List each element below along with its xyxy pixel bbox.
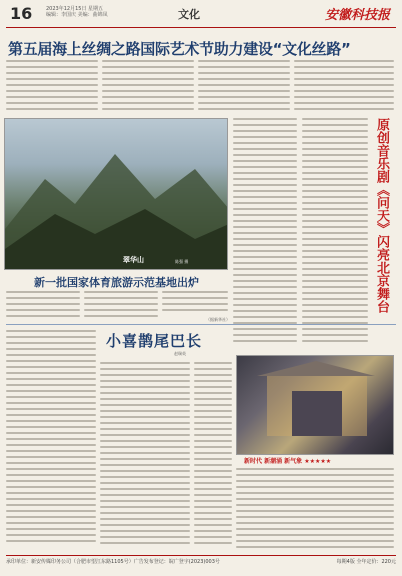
- editor-line: 编辑：李国庆 美编：曲锦凤: [46, 12, 108, 18]
- musical-body-col2: [302, 118, 368, 350]
- musical-title: 原创音乐剧《问天》闪亮北京舞台: [374, 118, 389, 313]
- date-line: 2023年12月15日 星期五: [46, 6, 104, 12]
- footer: [6, 558, 396, 565]
- article-body-col3: [198, 60, 290, 116]
- article-body-col1: [6, 60, 98, 116]
- sports-body-col2: [84, 291, 158, 321]
- sports-body-col1: [6, 291, 80, 321]
- magpie-body-col3: [194, 362, 232, 550]
- photo-tag: 翠华山: [123, 256, 144, 264]
- magpie-byline: 赵瑞英: [174, 351, 186, 356]
- musical-photo: [236, 355, 394, 455]
- section-name: 文化: [178, 8, 200, 21]
- mountain-photo: [4, 118, 228, 270]
- header-rule: [6, 27, 396, 28]
- section-rule: [6, 324, 396, 325]
- stage-shape: [237, 356, 394, 455]
- mountain-shape: [5, 119, 228, 270]
- page-number: 16: [10, 4, 33, 23]
- musical-body-col1: [233, 118, 297, 350]
- price-info: 每期4版 全年定价：220元: [336, 559, 396, 565]
- magpie-body-col1: [6, 330, 96, 550]
- article-title-magpie: 小喜鹊尾巴长: [106, 332, 203, 350]
- masthead: [6, 4, 396, 26]
- musical-tagline: 新时代 新潮涌 新气象 ★★★★★: [244, 458, 332, 465]
- article-body-col4: [294, 60, 394, 116]
- article-title-sports-tourism: 新一批国家体育旅游示范基地出炉: [34, 276, 199, 289]
- article-title-silk-road: 第五届海上丝绸之路国际艺术节助力建设“文化丝路”: [8, 40, 351, 58]
- magpie-body-col2: [100, 362, 190, 550]
- magpie-body-col4: [236, 468, 394, 550]
- photo-credit: 陈强 摄: [175, 259, 189, 264]
- printer-info: 承印单位：新安传媒印务公司（合肥市望江东路1105号）广告发布登记：皖广登字(2023)003号: [6, 559, 220, 565]
- footer-rule: [6, 555, 396, 556]
- issue-date: [46, 6, 108, 18]
- paper-logo: 安徽科技报: [324, 8, 390, 23]
- sports-source: （据新华社）: [206, 317, 230, 322]
- article-body-col2: [102, 60, 194, 116]
